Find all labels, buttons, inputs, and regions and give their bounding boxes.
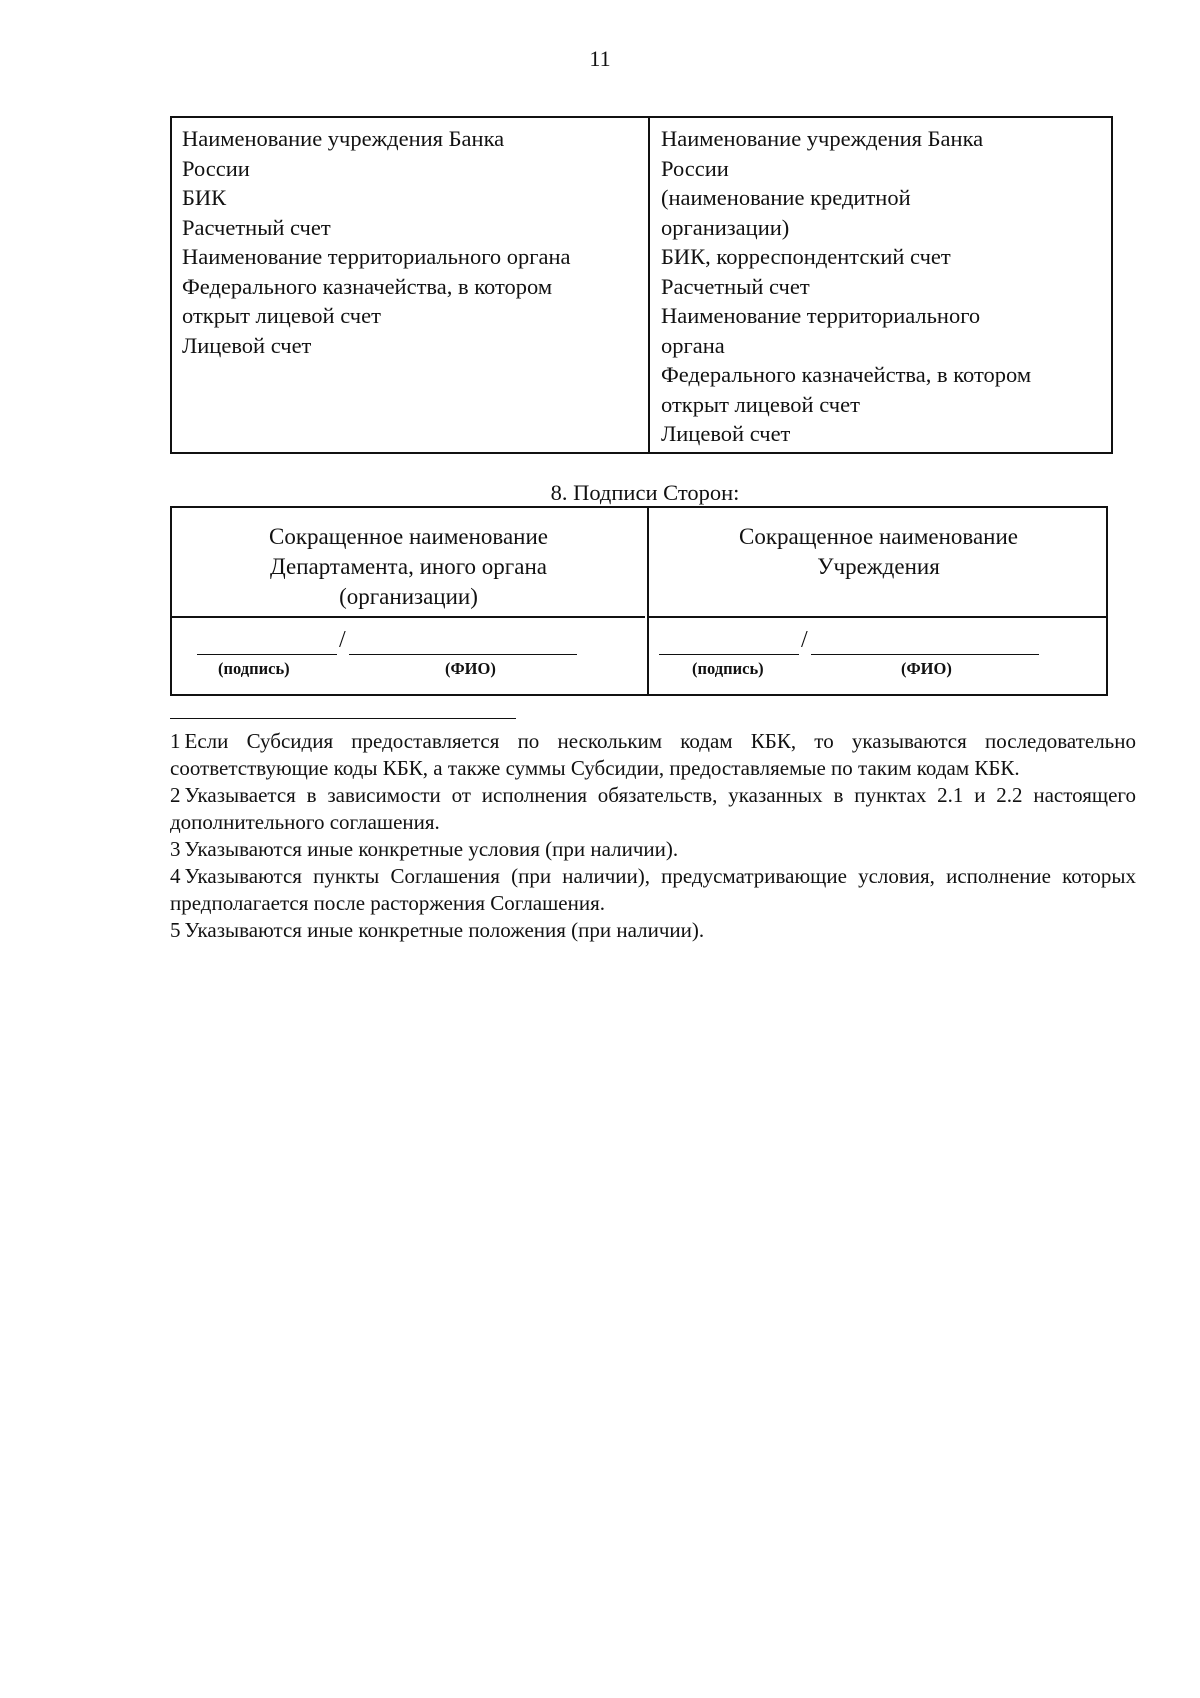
footnote-text: Указывается в зависимости от исполнения обязательств, указанных в пунктах 2.1 и 2.2 настоящего дополнительного соглашения. [170,783,1136,834]
heading-line: Сокращенное наименование [269,524,548,549]
institution-name-line [811,654,1039,655]
bank-detail-line: Федерального казначейства, в котором [182,273,553,299]
signature-separator: / [339,627,346,653]
bank-detail-line: России [661,155,729,181]
footnote [170,728,1136,782]
footnote-text: Указываются пункты Соглашения (при наличии), предусматривающие условия, исполнение которых предполагается после расторжения Соглашения. [170,864,1136,915]
bank-detail-line: Наименование учреждения Банка [182,126,505,151]
signatures-section-title: 8. Подписи Сторон: [550,480,740,505]
bank-detail-line: Наименование территориального [661,303,981,328]
footnote-text: Указываются иные конкретные условия (при наличии). [184,837,679,861]
name-label: (ФИО) [445,659,496,678]
footnote [170,836,1136,863]
department-bank-details [171,117,649,453]
footnote-text: Если Субсидия предоставляется по нескольким кодам КБК, то указываются последовательно соответствующие коды КБК, а также суммы Субсидии, предоставляемые по таким кодам КБК. [170,729,1136,780]
footnote [170,782,1136,836]
footnote-text: Указываются иные конкретные положения (при наличии). [184,918,705,942]
signature-label: (подпись) [692,659,764,678]
bank-detail-line: Наименование учреждения Банка [661,126,984,151]
heading-line: Департамента, иного органа [270,554,547,579]
footnote-number: 5 [170,918,181,942]
footnote-number: 3 [170,837,181,861]
bank-detail-line: организации) [661,214,790,240]
bank-detail-line: Лицевой счет [182,332,312,358]
institution-signature-line [659,654,799,655]
footnote [170,917,1136,944]
bank-detail-line: Наименование территориального органа [182,244,571,269]
footnote-number: 1 [170,729,181,753]
institution-bank-details [649,117,1112,453]
bank-detail-line: Расчетный счет [182,214,331,240]
heading-line: Учреждения [817,554,940,579]
footnote-separator [170,718,516,719]
bank-detail-line: Федерального казначейства, в котором [661,362,1032,387]
heading-line: (организации) [339,584,478,609]
department-name-line [349,654,577,655]
bank-detail-line: БИК, корреспондентский счет [661,244,951,269]
name-label: (ФИО) [901,659,952,678]
signature-label: (подпись) [218,659,290,678]
bank-detail-line: Расчетный счет [661,273,810,299]
bank-detail-line: (наименование кредитной [661,185,911,210]
bank-detail-line: органа [661,332,725,358]
page-number: 11 [589,46,611,71]
institution-short-name-heading [649,508,1108,618]
bank-detail-line: Лицевой счет [661,421,791,446]
department-signature-line [197,654,337,655]
heading-line: Сокращенное наименование [739,524,1018,549]
signatures-table [170,506,1108,696]
footnote [170,863,1136,917]
department-short-name-heading [172,508,645,618]
bank-details-table [170,116,1113,454]
bank-detail-line: России [182,155,250,181]
footnote-number: 2 [170,783,181,807]
footnotes [170,728,1136,944]
bank-detail-line: БИК [182,185,227,210]
bank-detail-line: открыт лицевой счет [182,303,381,328]
bank-detail-line: открыт лицевой счет [661,391,860,417]
footnote-number: 4 [170,864,181,888]
signature-separator: / [801,627,808,653]
